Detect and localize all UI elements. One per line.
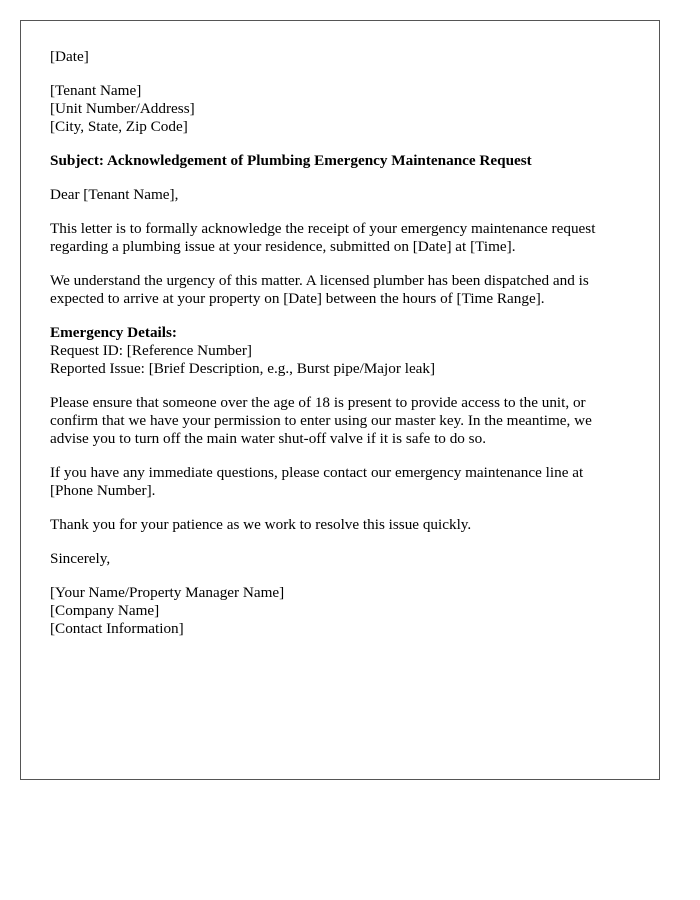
letter-subject: Subject: Acknowledgement of Plumbing Emergency Maintenance Request xyxy=(50,152,532,169)
thanks-line: Thank you for your patience as we work to resolve this issue quickly. xyxy=(50,516,472,533)
paragraph-dispatch xyxy=(50,272,630,308)
signature-contact: [Contact Information] xyxy=(50,620,184,637)
paragraph-line: confirm that we have your permission to enter using our master key. In the meantime, we xyxy=(50,412,592,429)
paragraph-thanks xyxy=(50,516,630,534)
paragraph-line: We understand the urgency of this matter. A licensed plumber has been dispatched and is xyxy=(50,272,589,289)
closing-block xyxy=(50,550,630,568)
letter-page xyxy=(20,20,660,780)
reported-issue: Reported Issue: [Brief Description, e.g., Burst pipe/Major leak] xyxy=(50,360,436,377)
emergency-details xyxy=(50,324,630,378)
paragraph-line: [Phone Number]. xyxy=(50,482,156,499)
salutation-block xyxy=(50,186,630,204)
paragraph-line: expected to arrive at your property on [Date] between the hours of [Time Range]. xyxy=(50,290,545,307)
paragraph-line: regarding a plumbing issue at your residence, submitted on [Date] at [Time]. xyxy=(50,238,516,255)
details-heading: Emergency Details: xyxy=(50,324,177,341)
request-id: Request ID: [Reference Number] xyxy=(50,342,252,359)
recipient-city: [City, State, Zip Code] xyxy=(50,118,188,135)
paragraph-line: advise you to turn off the main water shut-off valve if it is safe to do so. xyxy=(50,430,486,447)
paragraph-line: Please ensure that someone over the age of 18 is present to provide access to the unit, or xyxy=(50,394,586,411)
recipient-name: [Tenant Name] xyxy=(50,82,142,99)
paragraph-line: This letter is to formally acknowledge the receipt of your emergency maintenance request xyxy=(50,220,596,237)
salutation: Dear [Tenant Name], xyxy=(50,186,179,203)
date-block xyxy=(50,48,630,66)
recipient-address xyxy=(50,82,630,136)
paragraph-acknowledgement xyxy=(50,220,630,256)
paragraph-contact xyxy=(50,464,630,500)
recipient-unit: [Unit Number/Address] xyxy=(50,100,195,117)
closing: Sincerely, xyxy=(50,550,111,567)
signature-block xyxy=(50,584,630,638)
paragraph-access xyxy=(50,394,630,448)
letter-date: [Date] xyxy=(50,48,89,65)
paragraph-line: If you have any immediate questions, please contact our emergency maintenance line at xyxy=(50,464,584,481)
subject-block xyxy=(50,152,630,170)
signature-name: [Your Name/Property Manager Name] xyxy=(50,584,285,601)
signature-company: [Company Name] xyxy=(50,602,160,619)
